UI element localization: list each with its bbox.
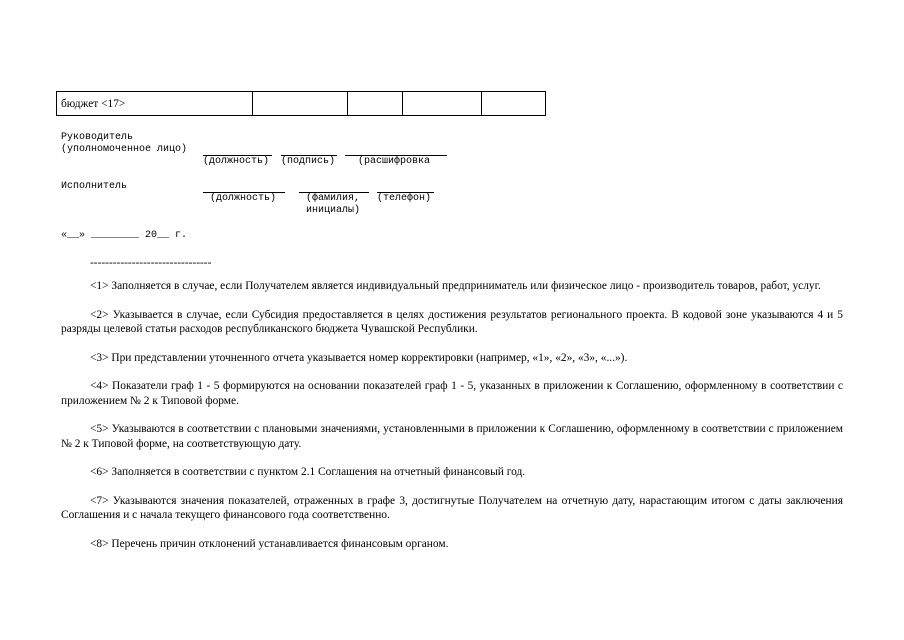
footnote-3: <3> При представлении уточненного отчета указывается номер корректировки (например, «1», «2», «3», «...»). bbox=[90, 351, 628, 364]
budget-table bbox=[56, 91, 546, 116]
head-caption-position: (должность) bbox=[203, 156, 270, 167]
head-caption-decode: (расшифровка bbox=[358, 156, 431, 167]
exec-caption-name-2: инициалы) bbox=[306, 205, 361, 216]
footnote-8: <8> Перечень причин отклонений устанавливается финансовым органом. bbox=[90, 537, 449, 550]
footnote-7: <7> Указываются значения показателей, отраженных в графе 3, достигнутые Получателем на отчетную дату, нарастающим итогом с даты заключения Соглашения и с начала текущего финансового года соответственно. bbox=[61, 494, 843, 521]
table-cell bbox=[348, 92, 403, 116]
budget-row-label: бюджет <17> bbox=[57, 92, 253, 116]
footnotes bbox=[61, 279, 843, 565]
exec-caption-phone: (телефон) bbox=[377, 193, 432, 204]
date-line: «__» ________ 20__ г. bbox=[61, 230, 188, 241]
footnote-6: <6> Заполняется в соответствии с пунктом 2.1 Соглашения на отчетный финансовый год. bbox=[90, 466, 526, 478]
executor-label: Исполнитель bbox=[61, 181, 128, 192]
table-cell bbox=[482, 92, 546, 116]
footnote-1: <1> Заполняется в случае, если Получателем является индивидуальный предприниматель или физическое лицо - производитель товаров, работ, услуг. bbox=[90, 280, 821, 292]
table-cell bbox=[253, 92, 348, 116]
head-label: Руководитель bbox=[61, 132, 134, 143]
table-row bbox=[57, 92, 546, 116]
head-caption-signature: (подпись) bbox=[281, 156, 336, 167]
exec-caption-name: (фамилия, bbox=[306, 193, 361, 204]
table-cell bbox=[403, 92, 482, 116]
footnote-4: <4> Показатели граф 1 - 5 формируются на основании показателей граф 1 - 5, указанных в приложении к Соглашению, оформленному в соответствии с приложением № 2 к Типовой форме. bbox=[61, 380, 843, 407]
head-sublabel: (уполномоченное лицо) bbox=[61, 144, 188, 155]
footnote-2: <2> Указывается в случае, если Субсидия предоставляется в целях достижения результатов регионального проекта. В кодовой зоне указываются 4 и 5 разряды целевой статьи расходов республиканского бюджета Чувашской Республики. bbox=[61, 308, 843, 335]
exec-caption-position: (должность) bbox=[210, 193, 277, 204]
footnote-5: <5> Указываются в соответствии с плановыми значениями, установленными в приложении к Соглашению, оформленному в соответствии с приложением № 2 к Типовой форме, на соответствующую дату. bbox=[61, 423, 843, 450]
footnote-separator: -------------------------------- bbox=[90, 257, 212, 269]
